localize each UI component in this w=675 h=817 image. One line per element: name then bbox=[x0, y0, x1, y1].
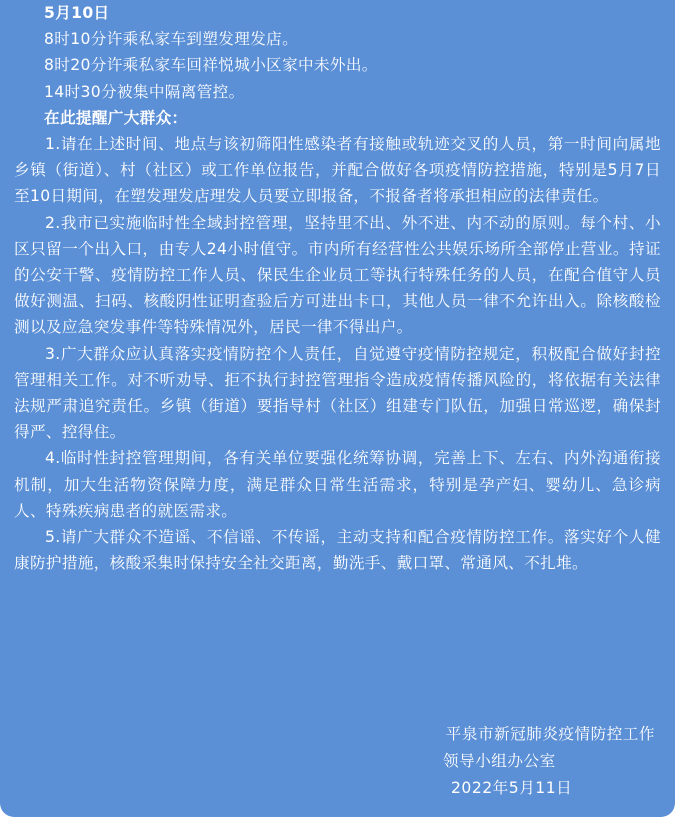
timeline-entry: 8时20分许乘私家车回祥悦城小区家中未外出。 bbox=[44, 56, 378, 75]
date-heading: 5月10日 bbox=[44, 4, 110, 22]
notice-body bbox=[14, 0, 661, 576]
reminder-heading: 在此提醒广大群众： bbox=[44, 108, 188, 127]
signature-block bbox=[395, 721, 655, 802]
timeline-entry: 8时10分许乘私家车到塑发理发店。 bbox=[44, 30, 299, 49]
reminder-paragraph-2: 2.我市已实施临时性全域封控管理，坚持里不出、外不进、内不动的原则。每个村、小区只留一个出入口，由专人24小时值守。市内所有经营性公共娱乐场所全部停止营业。持证的公安干警、疫情防控工作人员、保民生企业员工等执行特殊任务的人员，在配合值守人员做好测温、扫码、核酸阴性证明查验后方可进出卡口，其他人员一律不允许出入。除核酸检测以及应急突发事件等特殊情况外，居民一律不得出户。 bbox=[14, 213, 661, 337]
signature-office: 领导小组办公室 bbox=[443, 752, 556, 770]
reminder-paragraph-1: 1.请在上述时间、地点与该初筛阳性感染者有接触或轨迹交叉的人员，第一时间向属地乡镇（街道）、村（社区）或工作单位报告，并配合做好各项疫情防控措施，特别是5月7日至10日期间，在塑发理发店理发人员要立即报备，不报备者将承担相应的法律责任。 bbox=[14, 135, 661, 206]
reminder-paragraph-5: 5.请广大群众不造谣、不信谣、不传谣，主动支持和配合疫情防控工作。落实好个人健康防护措施，核酸采集时保持安全社交距离，勤洗手、戴口罩、常通风、不扎堆。 bbox=[14, 528, 661, 573]
signature-organization: 平泉市新冠肺炎疫情防控工作 bbox=[445, 725, 655, 743]
reminder-paragraph-4: 4.临时性封控管理期间，各有关单位要强化统筹协调，完善上下、左右、内外沟通衔接机制，加大生活物资保障力度，满足群众日常生活需求，特别是孕产妇、婴幼儿、急诊病人、特殊疾病患者的就医需求。 bbox=[14, 449, 661, 520]
reminder-paragraph-3: 3.广大群众应认真落实疫情防控个人责任，自觉遵守疫情防控规定，积极配合做好封控管理相关工作。对不听劝导、拒不执行封控管理指令造成疫情传播风险的，将依据有关法律法规严肃追究责任。乡镇（街道）要指导村（社区）组建专门队伍，加强日常巡逻，确保封得严、控得住。 bbox=[14, 344, 661, 442]
timeline-entry: 14时30分被集中隔离管控。 bbox=[44, 82, 245, 101]
signature-date: 2022年5月11日 bbox=[451, 779, 573, 797]
